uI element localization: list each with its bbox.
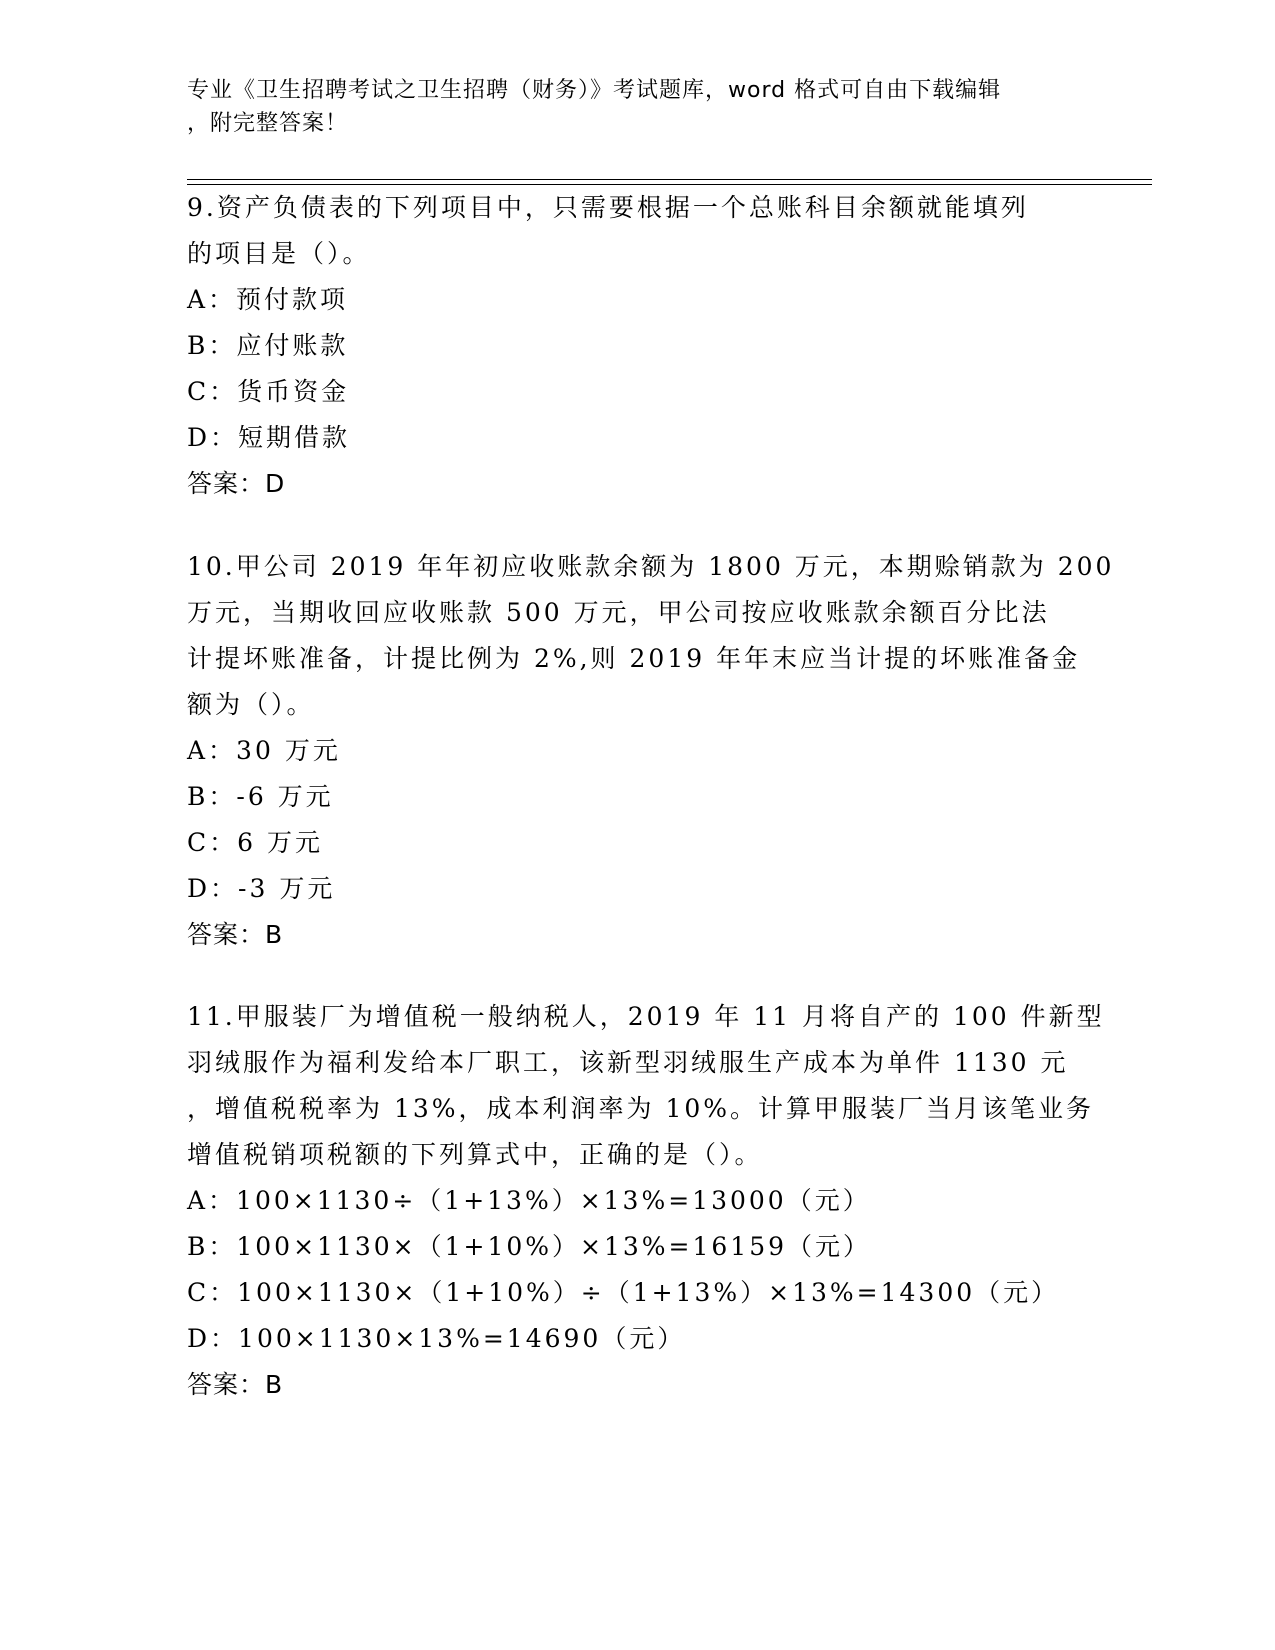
question-stem-line: 10.甲公司 2019 年年初应收账款余额为 1800 万元，本期赊销款为 200 bbox=[187, 552, 1115, 581]
question-10 bbox=[187, 544, 1115, 958]
option-b: B：100×1130×（1+10%）×13%=16159（元） bbox=[187, 1232, 872, 1261]
question-stem-line: 9.资产负债表的下列项目中，只需要根据一个总账科目余额就能填列 bbox=[187, 193, 1029, 222]
question-stem-line: 额为（）。 bbox=[187, 690, 315, 719]
option-c: C：100×1130×（1+10%）÷（1+13%）×13%=14300（元） bbox=[187, 1278, 1060, 1307]
question-stem-line: 计提坏账准备，计提比例为 2%,则 2019 年年末应当计提的坏账准备金 bbox=[187, 644, 1081, 673]
answer-line: 答案：B bbox=[187, 920, 284, 949]
option-a: A：预付款项 bbox=[187, 285, 349, 314]
question-stem-line: 11.甲服装厂为增值税一般纳税人，2019 年 11 月将自产的 100 件新型 bbox=[187, 1002, 1105, 1031]
answer-line: 答案：D bbox=[187, 469, 286, 498]
header-divider-top bbox=[187, 179, 1152, 180]
document-header bbox=[187, 74, 1067, 140]
question-stem-line: 的项目是（）。 bbox=[187, 239, 371, 268]
question-stem-line: 万元，当期收回应收账款 500 万元，甲公司按应收账款余额百分比法 bbox=[187, 598, 1050, 627]
header-line-1: 专业《卫生招聘考试之卫生招聘（财务）》考试题库，word 格式可自由下载编辑 bbox=[187, 78, 1002, 103]
option-d: D：-3 万元 bbox=[187, 874, 336, 903]
option-d: D：短期借款 bbox=[187, 423, 351, 452]
option-b: B：-6 万元 bbox=[187, 782, 334, 811]
question-stem-line: ，增值税税率为 13%，成本利润率为 10%。计算甲服装厂当月该笔业务 bbox=[187, 1094, 1095, 1123]
option-d: D：100×1130×13%=14690（元） bbox=[187, 1324, 686, 1353]
option-b: B：应付账款 bbox=[187, 331, 349, 360]
question-9 bbox=[187, 185, 1087, 507]
question-11 bbox=[187, 994, 1105, 1408]
answer-line: 答案：B bbox=[187, 1370, 284, 1399]
option-a: A：30 万元 bbox=[187, 736, 341, 765]
question-stem-line: 羽绒服作为福利发给本厂职工，该新型羽绒服生产成本为单件 1130 元 bbox=[187, 1048, 1069, 1077]
header-line-2: ，附完整答案！ bbox=[187, 111, 349, 136]
question-stem-line: 增值税销项税额的下列算式中，正确的是（）。 bbox=[187, 1140, 763, 1169]
option-c: C：货币资金 bbox=[187, 377, 350, 406]
option-c: C：6 万元 bbox=[187, 828, 323, 857]
option-a: A：100×1130÷（1+13%）×13%=13000（元） bbox=[187, 1186, 871, 1215]
